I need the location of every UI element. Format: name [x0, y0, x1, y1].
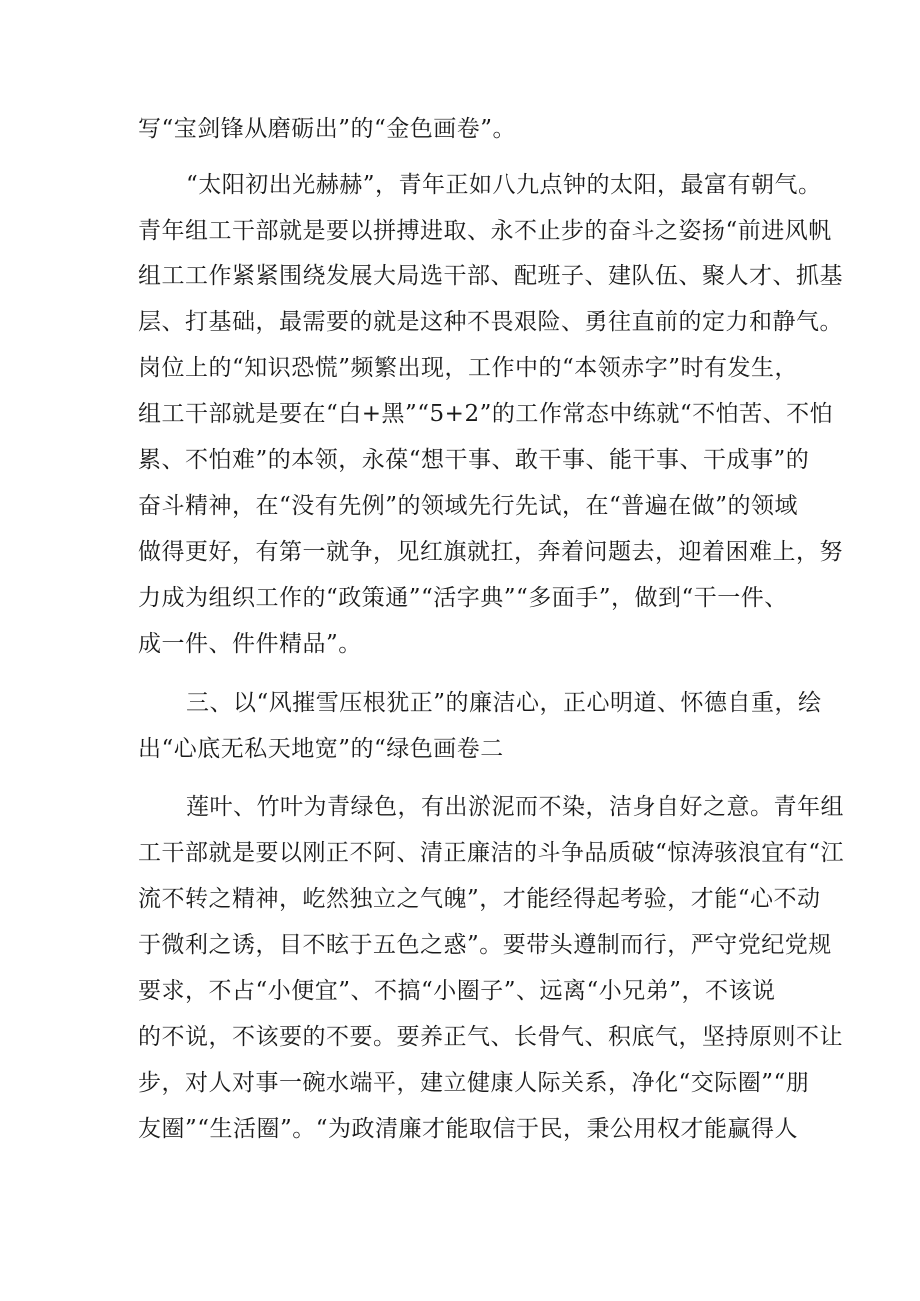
section-heading-line: 出“心底无私天地宽”的“绿色画卷二	[138, 736, 504, 762]
text-line: 步，对人对事一碗水端平，建立健康人际关系，净化“交际圈”“朋	[138, 1070, 810, 1096]
text-line: “太阳初出光赫赫”，青年正如八九点钟的太阳，最富有朝气。	[186, 172, 822, 198]
text-line: 工干部就是要以刚正不阿、清正廉洁的斗争品质破“惊涛骇浪宜有“江	[138, 840, 845, 866]
text-line: 组工干部就是要在“白+黑”“5+2”的工作常态中练就“不怕苦、不怕	[138, 401, 834, 427]
text-line: 友圈”“生活圈”。“为政清廉才能取信于民，秉公用权才能赢得人	[138, 1116, 799, 1142]
text-line: 流不转之精神，屹然独立之气魄”，才能经得起考验，才能“心不动	[138, 886, 821, 912]
text-line: 岗位上的“知识恐慌”频繁出现，工作中的“本领赤字”时有发生，	[138, 355, 799, 381]
text-line: 要求，不占“小便宜”、不搞“小圈子”、远离“小兄弟”，不该说	[138, 978, 776, 1004]
section-heading-line: 三、以“风摧雪压根犹正”的廉洁心，正心明道、怀德自重，绘	[186, 690, 822, 716]
text-line: 力成为组织工作的“政策通”“活字典”“多面手”，做到“干一件、	[138, 585, 788, 611]
text-line: 莲叶、竹叶为青绿色，有出淤泥而不染，洁身自好之意。青年组	[186, 794, 844, 820]
text-line: 成一件、件件精品”。	[138, 631, 362, 657]
text-line: 累、不怕难”的本领，永葆“想干事、敢干事、能干事、干成事”的	[138, 447, 810, 473]
text-line: 青年组工干部就是要以拼搏进取、永不止步的奋斗之姿扬“前进风帆	[138, 218, 832, 244]
text-line: 奋斗精神，在“没有先例”的领域先行先试，在“普遍在做”的领域	[138, 493, 799, 519]
text-line: 的不说，不该要的不要。要养正气、长骨气、积底气，坚持原则不让	[138, 1024, 843, 1050]
text-line: 组工工作紧紧围绕发展大局选干部、配班子、建队伍、聚人才、抓基	[138, 263, 843, 289]
text-line: 写“宝剑锋从磨砺出”的“金色画卷”。	[138, 116, 517, 142]
text-line: 于微利之诱，目不眩于五色之惑”。要带头遵制而行，严守党纪党规	[138, 932, 832, 958]
text-line: 层、打基础，最需要的就是这种不畏艰险、勇往直前的定力和静气。	[138, 309, 843, 335]
text-line: 做得更好，有第一就争，见红旗就扛，奔着问题去，迎着困难上，努	[138, 539, 843, 565]
